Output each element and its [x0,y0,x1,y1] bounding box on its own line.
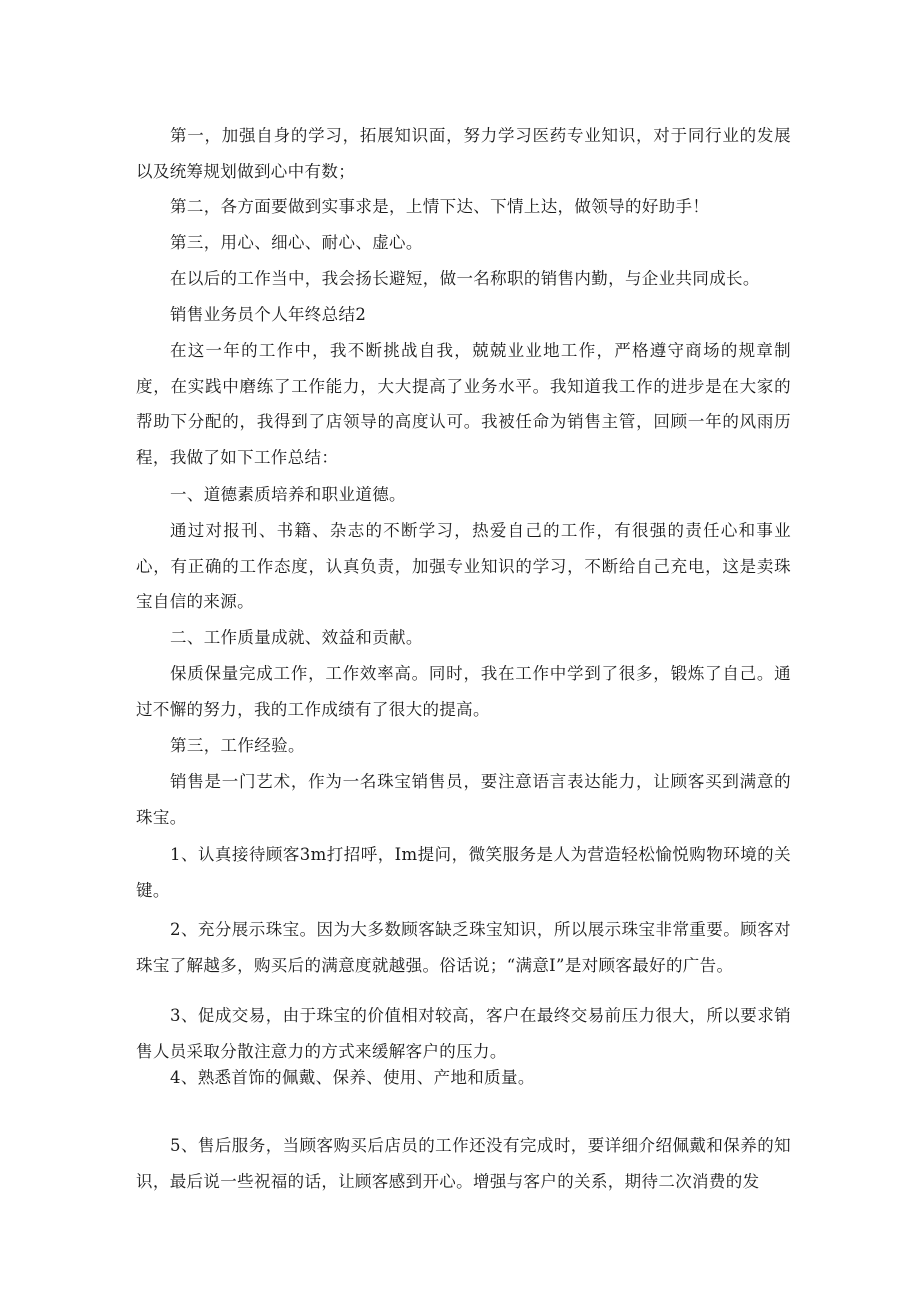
paragraph-7: 通过对报刊、书籍、杂志的不断学习，热爱自己的工作，有很强的责任心和事业心，有正确的工作态度，认真负责，加强专业知识的学习，不断给自己充电，这是卖珠宝自信的来源。 [136,521,791,612]
paragraph-4: 在以后的工作当中，我会扬长避短，做一名称职的销售内勤，与企业共同成长。 [170,269,760,288]
paragraph-16: 5、售后服务，当顾客购买后店员的工作还没有完成时，要详细介绍佩戴和保养的知识，最后说一些祝福的话，让顾客感到开心。增强与客户的关系，期待二次消费的发 [136,1136,791,1191]
paragraph-2: 第二，各方面要做到实事求是，上情下达、下情上达，做领导的好助手！ [170,197,710,216]
section-heading: 销售业务员个人年终总结2 [170,305,367,324]
paragraph-11: 销售是一门艺术，作为一名珠宝销售员，要注意语言表达能力，让顾客买到满意的珠宝。 [136,772,791,827]
paragraph-1: 第一，加强自身的学习，拓展知识面，努力学习医药专业知识，对于同行业的发展以及统筹规划做到心中有数； [136,126,791,181]
paragraph-6: 一、道德素质培养和职业道德。 [170,485,406,504]
paragraph-9: 保质保量完成工作，工作效率高。同时，我在工作中学到了很多，锻炼了自己。通过不懈的努力，我的工作成绩有了很大的提高。 [136,664,791,719]
paragraph-12: 1、认真接待顾客3m打招呼，Im提问，微笑服务是人为营造轻松愉悦购物环境的关键。 [136,845,791,900]
paragraph-13: 2、充分展示珠宝。因为大多数顾客缺乏珠宝知识，所以展示珠宝非常重要。顾客对珠宝了解越多，购买后的满意度就越强。俗话说；“满意I”是对顾客最好的广告。 [136,920,791,975]
paragraph-10: 第三，工作经验。 [170,736,305,755]
paragraph-15: 4、熟悉首饰的佩戴、保养、使用、产地和质量。 [170,1068,535,1087]
paragraph-3: 第三，用心、细心、耐心、虚心。 [170,233,423,252]
paragraph-8: 二、工作质量成就、效益和贡献。 [170,628,423,647]
paragraph-14: 3、促成交易，由于珠宝的价值相对较高，客户在最终交易前压力很大，所以要求销售人员采取分散注意力的方式来缓解客户的压力。 [136,1006,791,1061]
paragraph-5: 在这一年的工作中，我不断挑战自我，兢兢业业地工作，严格遵守商场的规章制度，在实践中磨练了工作能力，大大提高了业务水平。我知道我工作的进步是在大家的帮助下分配的，我得到了店领导的高度认可。我被任命为销售主管，回顾一年的风雨历程，我做了如下工作总结： [136,341,791,467]
